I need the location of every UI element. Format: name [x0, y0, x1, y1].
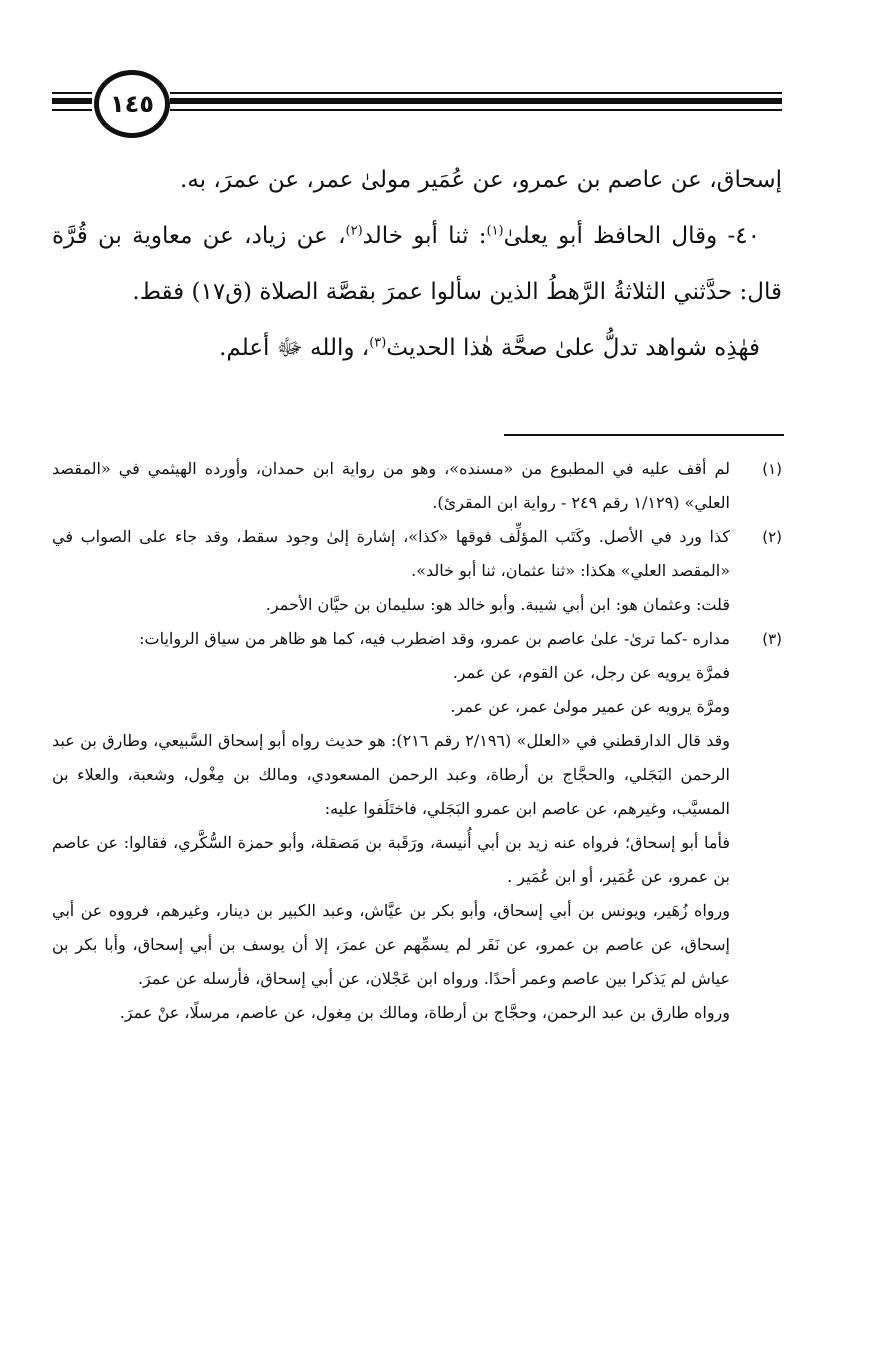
main-text	[52, 152, 782, 376]
footnote-3	[52, 622, 782, 1030]
header-rule-thin-bottom	[170, 109, 782, 111]
header-rule-left-thick	[52, 98, 92, 104]
footnote-line: فمرَّة يرويه عن رجل، عن القوم، عن عمر.	[452, 663, 730, 682]
footnote-2	[52, 520, 782, 622]
footnote-number: (٣)	[762, 630, 782, 648]
header-rule-left-thin-bottom	[52, 109, 92, 111]
hadith-40-text-3: ، عن زياد، عن معاوية بن قُرَّة قال: حدَّثني الثلاثةُ الرَّهطُ الذين سألوا عمرَ بقصَّة الصلاة (ق١٧) فقط.	[52, 223, 782, 305]
footnote-line: وقد قال الدارقطني في «العلل» (٢/١٩٦ رقم ٢١٦): هو حديث رواه أبو إسحاق السَّبيعي، وطارق بن عبد الرحمن البَجَلي، والحجَّاج بن أرطاة، وعبد الرحمن المسعودي، ومالك بن مِغْول، وشعبة، والعلاء بن المسيَّب، وغيرهم، عن عاصم ابن عمرو البَجَلي، فاختَلَفوا عليه:	[52, 731, 731, 818]
page-header	[52, 70, 782, 134]
conclusion	[52, 320, 782, 376]
page-number: ١٤٥	[94, 70, 170, 138]
footnote-line: ورواه زُهَير، ويونس بن أبي إسحاق، وأبو بكر بن عيَّاش، وعبد الكبير بن دينار، وغيرهم، فرووه عن أبي إسحاق، عن عاصم بن عمرو، عن نَفَر لم يسمِّهم عن عمرَ، إلا أن يوسف بن أبي إسحاق، وأبا بكر بن عياش لم يَذكرا بين عاصم وعمر أحدًا. ورواه ابن عَجْلان، عن أبي إسحاق، فأرسله عن عمرَ.	[52, 901, 731, 988]
hadith-number: ٤٠-	[727, 223, 761, 249]
main-line-1: إسحاق، عن عاصم بن عمرو، عن عُمَير مولىٰ عمر، عن عمرَ، به.	[180, 167, 782, 193]
footnote-ref-2: (٢)	[345, 223, 363, 239]
header-rule-thick	[170, 98, 782, 104]
header-rule-thin-top	[170, 92, 782, 94]
footnote-separator	[504, 434, 784, 436]
footnote-ref-3: (٣)	[369, 335, 387, 351]
hadith-40	[52, 208, 782, 320]
footnote-line: لم أقف عليه في المطبوع من «مسنده»، وهو من رواية ابن حمدان، وأورده الهيثمي في «المقصد العلي» (١/١٢٩ رقم ٢٤٩ - رواية ابن المقرئ).	[52, 459, 730, 512]
footnote-number: (٢)	[762, 528, 782, 546]
footnote-line: مداره -كما ترىٰ- علىٰ عاصم بن عمرو، وقد اضطرب فيه، كما هو ظاهر من سياق الروايات:	[139, 629, 730, 648]
footnotes	[52, 452, 782, 1030]
footnote-line: كذا ورد في الأصل. وكَتَب المؤلِّف فوقها «كذا»، إشارة إلىٰ وجود سقط، وقد جاء على الصواب في «المقصد العلي» هكذا: «ثنا عثمان، ثنا أبو خالد».	[52, 527, 730, 580]
conclusion-text-2: ، والله ﷻ أعلم.	[219, 335, 370, 361]
footnote-line: ورواه طارق بن عبد الرحمن، وحجَّاج بن أرطاة، ومالك بن مِغول، عن عاصم، مرسلًا، عنْ عمرَ.	[119, 1003, 730, 1022]
footnote-1	[52, 452, 782, 520]
header-rule-left-thin-top	[52, 92, 92, 94]
hadith-40-text-1: وقال الحافظ أبو يعلىٰ	[503, 223, 718, 249]
footnote-line: ومرَّة يرويه عن عمير مولىٰ عمر، عن عمر.	[450, 697, 730, 716]
conclusion-text-1: فهٰذِه شواهد تدلُّ علىٰ صحَّة هٰذا الحديث	[386, 335, 760, 361]
footnote-line: فأما أبو إسحاق؛ فرواه عنه زيد بن أبي أُنيسة، ورَقَبة بن مَصقلة، وأبو حمزة السُّكَّري، فقالوا: عن عاصم بن عمرو، عن عُمَير، أو ابن عُمَير .	[52, 833, 731, 886]
footnote-line: قلت: وعثمان هو: ابن أبي شيبة. وأبو خالد هو: سليمان بن حيَّان الأحمر.	[265, 595, 730, 614]
footnote-number: (١)	[762, 460, 782, 478]
hadith-40-text-2: : ثنا أبو خالد	[362, 223, 487, 249]
footnote-ref-1: (١)	[486, 223, 504, 239]
